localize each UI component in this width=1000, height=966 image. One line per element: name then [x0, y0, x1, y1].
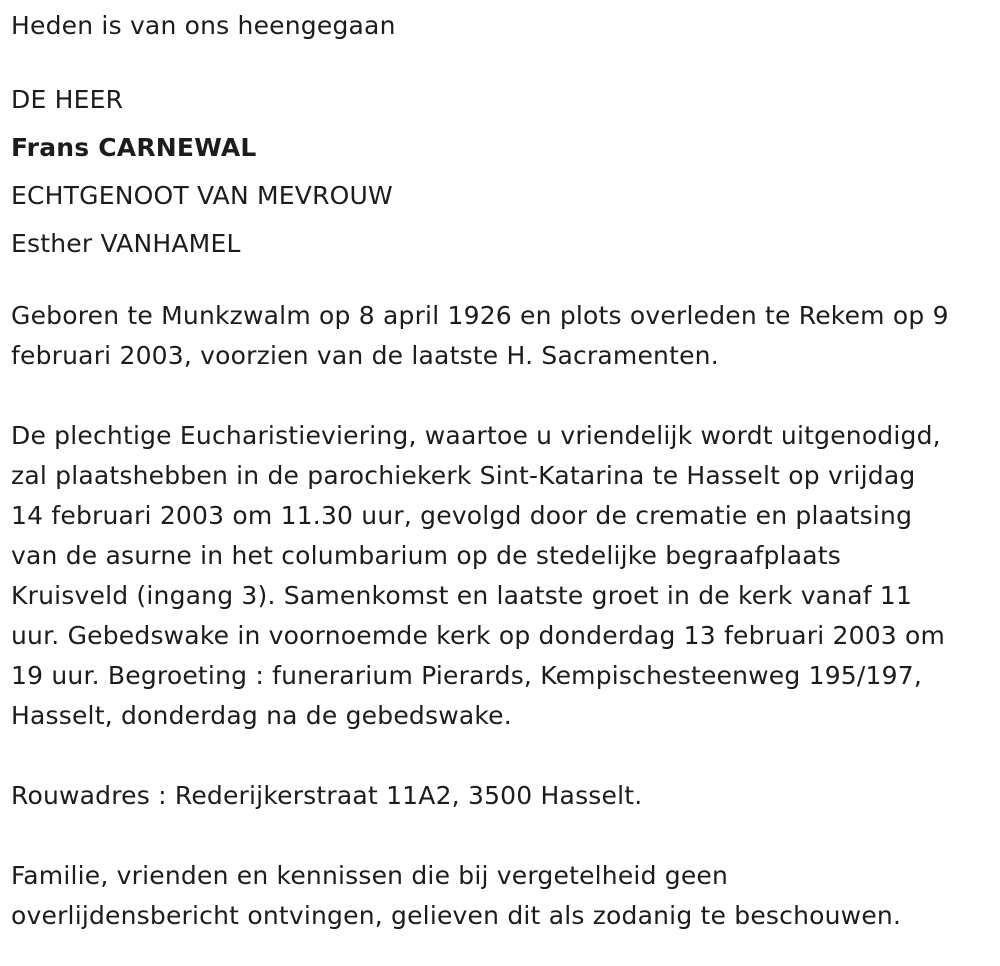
paragraph-line: De plechtige Eucharistieviering, waartoe u vriendelijk wordt uitgenodigd, [11, 421, 941, 450]
spacer [11, 376, 991, 416]
deceased-name: Frans CARNEWAL [11, 133, 257, 162]
paragraph-line: van de asurne in het columbarium op de stedelijke begraafplaats [11, 541, 841, 570]
intro-line: Heden is van ons heengegaan [11, 11, 396, 40]
paragraph-line: uur. Gebedswake in voornoemde kerk op donderdag 13 februari 2003 om [11, 621, 946, 650]
address-paragraph [11, 776, 991, 816]
paragraph-line: Familie, vrienden en kennissen die bij vergetelheid geen [11, 861, 729, 890]
relation-line: ECHTGENOOT VAN MEVROUW [11, 181, 393, 210]
closing-paragraph [11, 856, 991, 936]
ceremony-paragraph [11, 416, 991, 736]
paragraph-line: Geboren te Munkzwalm op 8 april 1926 en plots overleden te Rekem op 9 [11, 301, 949, 330]
paragraph-line: februari 2003, voorzien van de laatste H. Sacramenten. [11, 341, 719, 370]
spacer [11, 268, 991, 296]
spacer [11, 816, 991, 856]
spouse-name: Esther VANHAMEL [11, 229, 241, 258]
title-line: DE HEER [11, 85, 124, 114]
paragraph-line: overlijdensbericht ontvingen, gelieven dit als zodanig te beschouwen. [11, 901, 902, 930]
paragraph-line: 19 uur. Begroeting : funerarium Pierards, Kempischesteenweg 195/197, [11, 661, 922, 690]
death-notice [11, 6, 991, 936]
paragraph-line: Kruisveld (ingang 3). Samenkomst en laatste groet in de kerk vanaf 11 [11, 581, 913, 610]
birth-death-paragraph [11, 296, 991, 376]
paragraph-line: zal plaatshebben in de parochiekerk Sint-Katarina te Hasselt op vrijdag [11, 461, 916, 490]
mourning-address: Rouwadres : Rederijkerstraat 11A2, 3500 Hasselt. [11, 781, 643, 810]
spacer [11, 736, 991, 776]
spacer [11, 46, 991, 76]
paragraph-line: 14 februari 2003 om 11.30 uur, gevolgd door de crematie en plaatsing [11, 501, 913, 530]
paragraph-line: Hasselt, donderdag na de gebedswake. [11, 701, 512, 730]
deceased-block [11, 76, 991, 268]
